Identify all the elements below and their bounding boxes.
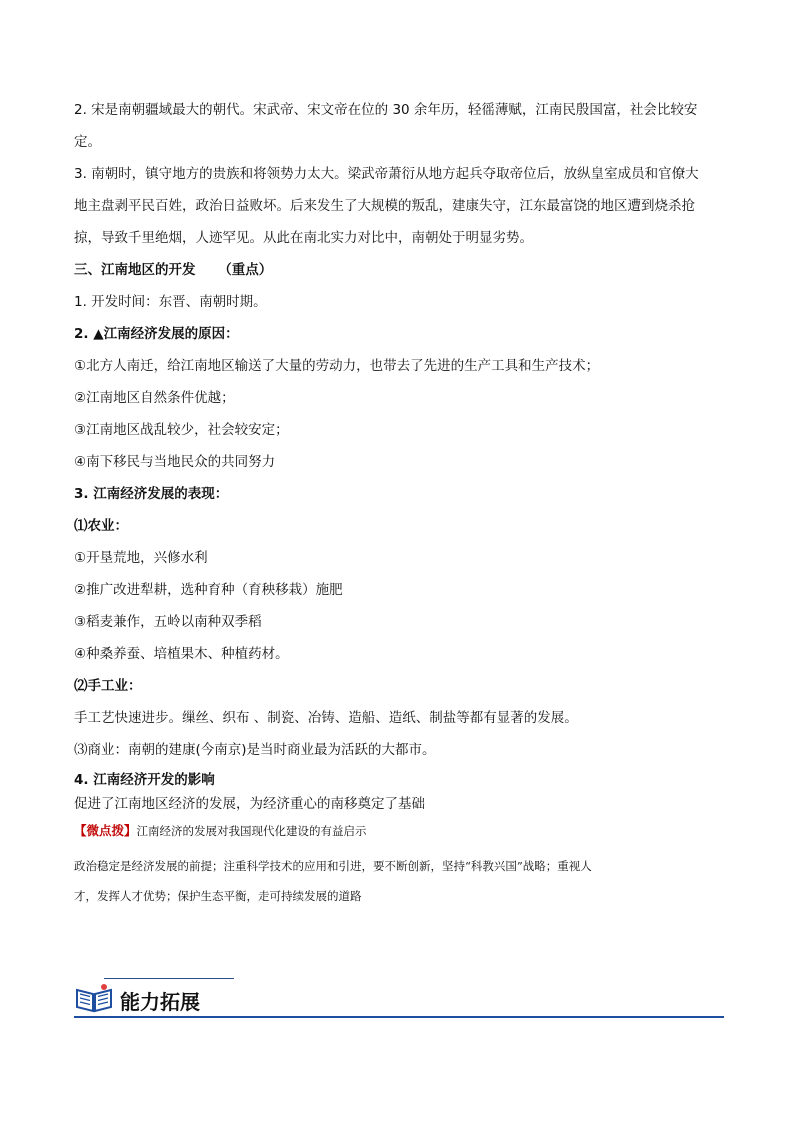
paragraph-line: 地主盘剥平民百姓，政治日益败坏。后来发生了大规模的叛乱，建康失守，江东最富饶的地区遭到烧杀抢 <box>74 198 695 214</box>
agriculture-heading: ⑴农业： <box>74 518 128 534</box>
open-book-icon <box>74 982 114 1014</box>
header-title: 能力拓展 <box>120 990 200 1014</box>
section-title: 三、江南地区的开发 <box>74 262 196 278</box>
paragraph-line: 掠，导致千里绝烟，人迹罕见。从此在南北实力对比中，南朝处于明显劣势。 <box>74 230 533 246</box>
impact-text: 促进了江南地区经济的发展，为经济重心的南移奠定了基础 <box>74 796 425 812</box>
tip-label: 【微点拨】 <box>74 823 137 838</box>
paragraph-line: 定。 <box>74 134 101 150</box>
handicraft-text: 手工艺快速进步。缫丝、织布 、制瓷、冶铸、造船、造纸、制盐等都有显著的发展。 <box>74 710 578 726</box>
tip-line: 才，发挥人才优势；保护生态平衡，走可持续发展的道路 <box>74 889 362 903</box>
reason-item: ④南下移民与当地民众的共同努力 <box>74 454 276 470</box>
agriculture-item: ②推广改进犁耕，选种育种（育秧移栽）施肥 <box>74 582 343 598</box>
reason-item: ①北方人南迁，给江南地区输送了大量的劳动力，也带去了先进的生产工具和生产技术； <box>74 358 600 374</box>
tip-line: 政治稳定是经济发展的前提；注重科学技术的应用和引进，要不断创新，坚持“科教兴国”战略；重视人 <box>74 859 592 873</box>
header-rule-top <box>104 978 234 979</box>
header-rule-bottom <box>74 1016 724 1018</box>
item-2-heading: 2. ▲江南经济发展的原因： <box>74 326 239 342</box>
paragraph-line: 3. 南朝时，镇守地方的贵族和将领势力太大。梁武帝萧衍从地方起兵夺取帝位后，放纵皇室成员和官僚大 <box>74 166 699 182</box>
section-header <box>74 978 724 1022</box>
item-4-heading: 4. 江南经济开发的影响 <box>74 772 215 788</box>
reason-item: ③江南地区战乱较少，社会较安定； <box>74 422 289 438</box>
section-tag: （重点） <box>218 262 273 278</box>
agriculture-item: ④种桑养蚕、培植果木、种植药材。 <box>74 646 289 662</box>
item-3-heading: 3. 江南经济发展的表现： <box>74 486 229 502</box>
handicraft-heading: ⑵手工业： <box>74 678 142 694</box>
agriculture-item: ③稻麦兼作，五岭以南种双季稻 <box>74 614 262 630</box>
reason-item: ②江南地区自然条件优越； <box>74 390 235 406</box>
commerce-text: ⑶商业：南朝的建康(今南京)是当时商业最为活跃的大都市。 <box>74 742 436 758</box>
agriculture-item: ①开垦荒地，兴修水利 <box>74 550 208 566</box>
section-heading <box>74 261 734 279</box>
tip-title: 江南经济的发展对我国现代化建设的有益启示 <box>136 824 367 838</box>
paragraph-line: 2. 宋是南朝疆域最大的朝代。宋武帝、宋文帝在位的 30 余年历，轻徭薄赋，江南民殷国富，社会比较安 <box>74 102 698 118</box>
item-1: 1. 开发时间：东晋、南朝时期。 <box>74 294 267 310</box>
tip-heading <box>74 822 734 840</box>
